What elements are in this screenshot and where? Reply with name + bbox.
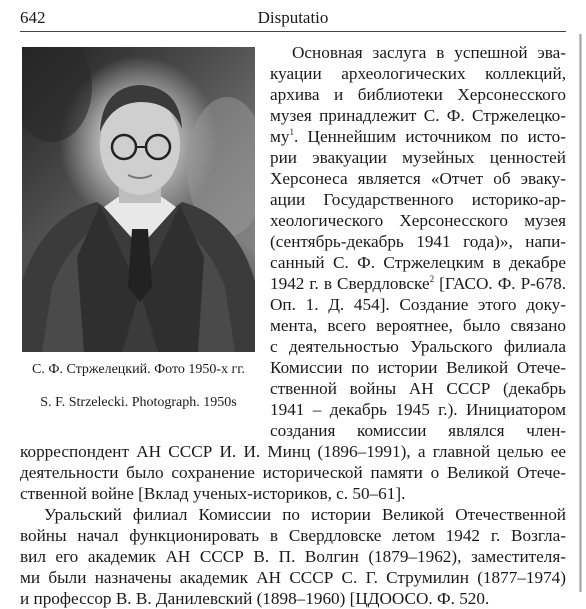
text-line	[20, 525, 566, 546]
text-run: Оп. 1. Д. 454]. Создание этого доку-	[270, 295, 566, 314]
text-run: Уральский филиал Комиссии по истории Великой Отечественной	[44, 505, 566, 524]
figure-caption-en: S. F. Strzelecki. Photograph. 1950s	[40, 395, 237, 410]
portrait-photo	[22, 47, 255, 352]
footnote-marker[interactable]: 1	[289, 127, 294, 137]
text-line	[270, 126, 566, 147]
text-line	[270, 210, 566, 231]
text-run: создания комиссии являлся член-	[270, 421, 566, 440]
text-line	[270, 420, 566, 441]
text-run: ственной войне [Вклад ученых-историков, с. 50–61].	[20, 484, 406, 503]
text-run: рии эвакуации музейных ценностей	[270, 148, 566, 167]
page-edge-shadow	[579, 34, 582, 592]
text-line	[270, 105, 566, 126]
text-line	[270, 189, 566, 210]
text-line	[270, 168, 566, 189]
text-line	[270, 315, 566, 336]
figure-caption-ru: С. Ф. Стржелецкий. Фото 1950-х гг.	[32, 362, 245, 377]
text-run: музея принадлежит С. Ф. Стржелецко-	[270, 106, 566, 125]
text-line	[270, 63, 566, 84]
text-line	[270, 357, 566, 378]
page-number: 642	[20, 8, 46, 27]
text-run: ственной войны АН СССР (декабрь	[270, 379, 566, 398]
text-line	[20, 483, 566, 504]
text-run: ми были назначены академик АН СССР С. Г. Струмилин (1877–1974)	[20, 568, 566, 587]
text-run: санный С. Ф. Стржелецким в декабре	[270, 253, 566, 272]
text-line	[20, 462, 566, 483]
text-line	[292, 42, 566, 63]
text-line	[270, 147, 566, 168]
text-line	[270, 336, 566, 357]
text-run: [ГАСО. Ф. Р-678.	[434, 274, 566, 293]
text-run: вил его академик АН СССР В. П. Волгин (1879–1962), заместителя-	[20, 547, 566, 566]
text-run: с деятельностью Уральского филиала	[270, 337, 566, 356]
text-line	[270, 84, 566, 105]
text-line	[44, 504, 566, 525]
text-line	[20, 588, 566, 609]
text-line	[270, 252, 566, 273]
text-line	[270, 273, 566, 294]
text-run: корреспондент АН СССР И. И. Минц (1896–1991), а главной целью ее	[20, 442, 566, 461]
text-run: му	[270, 127, 290, 146]
text-line	[270, 399, 566, 420]
text-run: хеологического Херсонесского музея	[270, 211, 566, 230]
text-line	[20, 441, 566, 462]
text-line	[20, 546, 566, 567]
text-run: (сентябрь-декабрь 1941 года)», напи-	[270, 232, 566, 251]
footnote-marker[interactable]: 2	[429, 274, 435, 284]
header-rule	[20, 31, 566, 32]
text-line	[270, 294, 566, 315]
text-run: и профессор В. В. Данилевский (1898–1960) [ЦДООСО. Ф. 520.	[20, 589, 490, 608]
text-run: 1942 г. в Свердловске	[270, 274, 430, 293]
text-run: 1941 – декабрь 1945 г.). Инициатором	[270, 400, 566, 419]
text-run: мента, всего вероятнее, было связано	[270, 316, 566, 335]
text-line	[20, 567, 566, 588]
text-line	[270, 378, 566, 399]
running-title: Disputatio	[257, 8, 329, 27]
text-run: Комиссии по истории Великой Отече-	[270, 358, 566, 377]
text-run: архива и библиотеки Херсонесского	[270, 85, 566, 104]
page-header	[20, 6, 566, 30]
text-line	[270, 231, 566, 252]
text-run: . Ценнейшим источником по исто-	[293, 127, 566, 146]
text-run: куации археологических коллекций,	[270, 64, 566, 83]
text-run: деятельности было сохранение исторической памяти о Великой Отече-	[20, 463, 566, 482]
text-run: Херсонеса является «Отчет об эваку-	[270, 169, 566, 188]
text-run: войны начал функционировать в Свердловске летом 1942 г. Возгла-	[20, 526, 566, 545]
text-run: ации Государственного историко-ар-	[270, 190, 566, 209]
text-run: Основная заслуга в успешной эва-	[292, 43, 566, 62]
